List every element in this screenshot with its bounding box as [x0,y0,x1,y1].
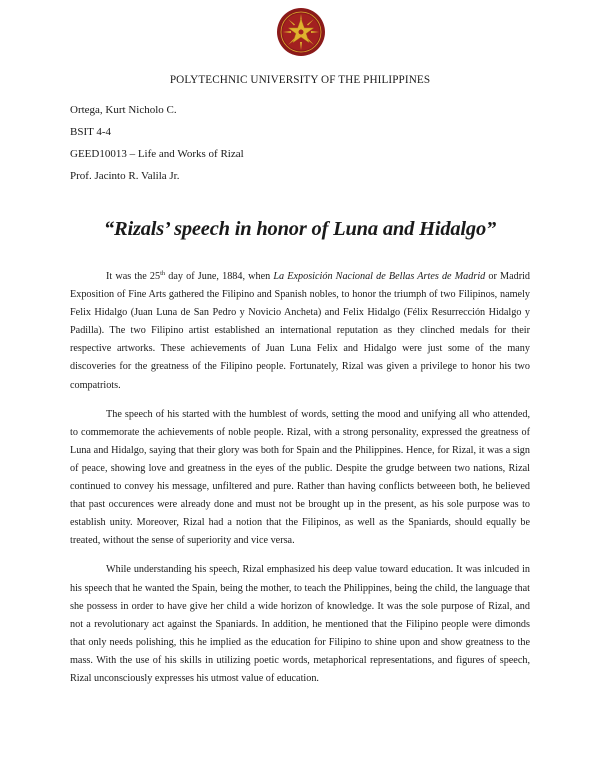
paragraph-3: While understanding his speech, Rizal emphasized his deep value toward education. It was inlcuded in his speech that he wanted the Spain, being the mother, to teach the Philippines, being the child, the language that she possess in order to have give her child a wide horizon of knowledge. It was the sole purpose of Rizal, and not a revolutionary act against the Spaniards. In addition, he mentioned that the Filipino people were dimonds that only needs polishing, this he implied as the education for Filipino to shine upon and show greatness to the mass. With the use of his skills in utilizing poetic words, metaphorical representations, and figures of speech, Rizal unconsciously expresses his utmost value of education. [70,564,530,684]
professor: Prof. Jacinto R. Valila Jr. [70,170,180,182]
paragraph-1 [70,268,530,395]
p1-before-sup: It was the 25 [106,271,161,282]
paragraph-2: The speech of his started with the humblest of words, setting the mood and unifying all who attended, to commemorate the achievements of noble people. Rizal, with a strong personality, expressed the greatness of Luna and Hidalgo, saying that their glory was both for Spain and the Philippines. Hence, for Rizal, it was a sign of peace, showing love and greatness in the eyes of the public. Despite the grudge between two nations, Rizal continued to convey his message, unfiltered and pure. Rather than having conflicts betweeen both, he believed that past occurences were already done and must not be brought up in the present, as his sole purpose was to establish unity. Moreover, Rizal had a notion that the Filipinos, as well as the Spaniards, should equally be treated, without the sense of superiority and vice versa. [70,408,530,547]
university-seal-icon [276,7,326,57]
essay-title: “Rizals’ speech in honor of Luna and Hidalgo” [103,218,497,240]
section: BSIT 4-4 [70,126,112,138]
p1-rest: or Madrid Exposition of Fine Arts gathered the Filipino and Spanish nobles, to honor the triumph of two Filipinos, namely Felix Hidalgo (Juan Luna de San Pedro y Novicio Ancheta) and Felix Hidalgo (Félix Resurrección Hidalgo y Padilla). The two Filipino artist established an international reputation as they clinched medals for their respective artworks. These achievements of Juan Luna Felix and Hidalgo were just some of the many discoveries for the greatness of the Filipino people. Fortunately, Rizal was given a privilege to honor his two compatriots. [70,271,531,391]
university-name: POLYTECHNIC UNIVERSITY OF THE PHILIPPINES [169,74,431,86]
seal-star-center [299,30,304,35]
p1-after-sup: day of June, 1884, when [165,271,274,282]
author-info-block [70,99,244,187]
author-name: Ortega, Kurt Nicholo C. [70,104,177,116]
p1-italic-title: La Exposición Nacional de Bellas Artes de Madrid [273,271,486,282]
course: GEED10013 – Life and Works of Rizal [70,148,244,160]
essay-body [70,268,530,699]
p1-superscript: th [160,270,166,277]
